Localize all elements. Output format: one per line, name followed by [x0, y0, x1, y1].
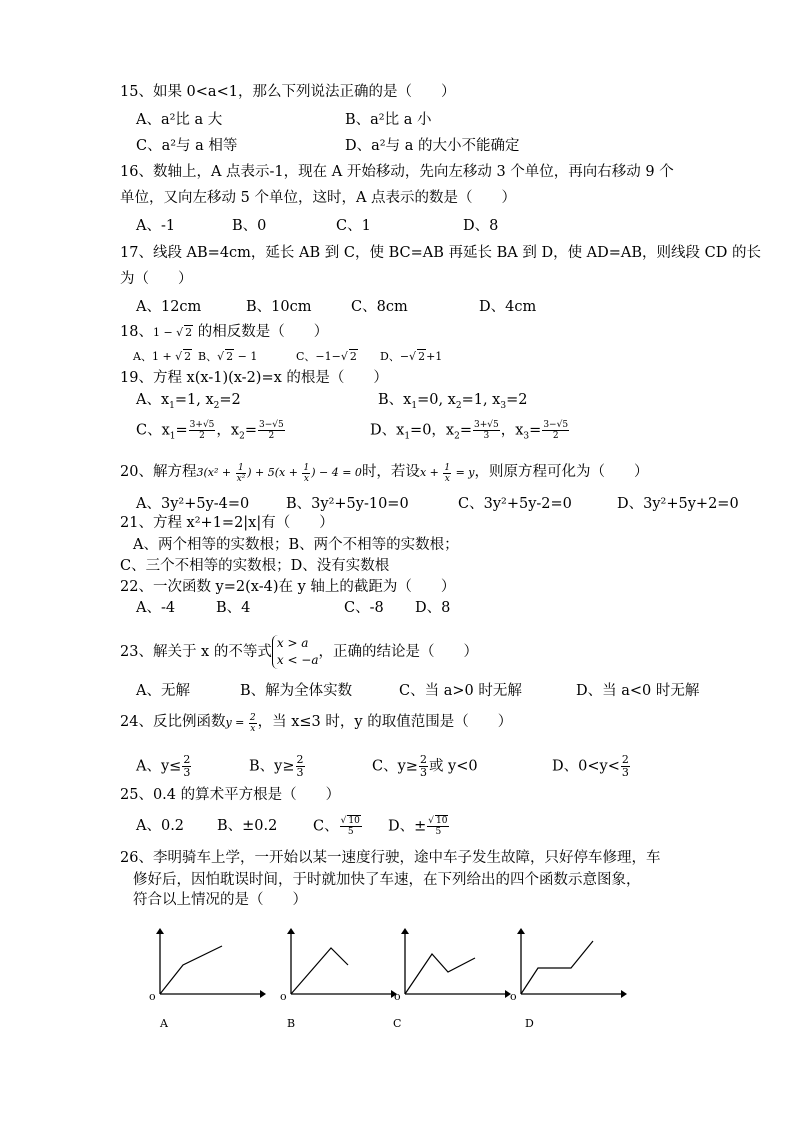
- q23-option-d[interactable]: D、当 a<0 时无解: [576, 683, 700, 699]
- q20-stem: 20、解方程3(x² + $\frac{1}{\text{x²}}$ ) + 5(x + $\frac{1}{x}$ ) − 4 = 0时，若设x + $\frac{1}{x}$ = y，则原方程可化为（ ）: [120, 462, 649, 484]
- q24-stem: 24、反比例函数y = $\frac{2}{x}$ ，当 x≤3 时，y 的取值范围是（ ）: [120, 712, 513, 734]
- q20-option-b[interactable]: B、3y²+5y-10=0: [286, 496, 409, 512]
- inequality-system: x > a x < −a: [272, 635, 319, 669]
- q25-option-c[interactable]: C、 $\frac{√ 10}{5}$: [313, 816, 360, 837]
- q16-option-b[interactable]: B、0: [232, 218, 267, 234]
- q18-stem: 18、1 − √ 2 的相反数是（ ）: [120, 324, 329, 340]
- q17-option-b[interactable]: B、10cm: [246, 299, 312, 315]
- q25-option-b[interactable]: B、±0.2: [217, 818, 278, 834]
- q15-option-d[interactable]: D、a²与 a 的大小不能确定: [345, 138, 520, 154]
- q19-option-c[interactable]: C、$x_1=$ $\frac{3+√5}{2}$ ，$x_2=$ $\frac{3-√5}{2}$: [136, 420, 284, 442]
- graph-a-label[interactable]: A: [160, 1017, 168, 1030]
- q25-option-a[interactable]: A、0.2: [136, 818, 185, 834]
- graph-d[interactable]: [511, 928, 626, 1003]
- graph-c-origin: o: [394, 990, 401, 1003]
- graph-b[interactable]: [281, 928, 396, 1003]
- q22-option-a[interactable]: A、-4: [136, 600, 176, 616]
- graph-a[interactable]: [150, 928, 265, 1003]
- graph-a-origin: o: [149, 990, 156, 1003]
- q24-option-a[interactable]: A、y≤ $\frac{2}{3}$: [136, 753, 191, 779]
- q22-stem: 22、一次函数 y=2(x-4)在 y 轴上的截距为（ ）: [120, 579, 456, 595]
- q18-option-c[interactable]: C、−1−√ 2: [296, 350, 357, 363]
- q26-stem-line2: 修好后，因怕耽误时间，于时就加快了车速，在下列给出的四个函数示意图象，: [133, 872, 641, 888]
- q22-option-c[interactable]: C、-8: [344, 600, 384, 616]
- q22-option-d[interactable]: D、8: [415, 600, 451, 616]
- q21-options-ab[interactable]: A、两个相等的实数根；B、两个不相等的实数根；: [133, 537, 459, 553]
- q22-option-b[interactable]: B、4: [216, 600, 251, 616]
- q18-option-d[interactable]: D、−√ 2+1: [380, 350, 443, 363]
- q17-option-d[interactable]: D、4cm: [479, 299, 537, 315]
- graph-c[interactable]: [395, 928, 510, 1003]
- q20-option-d[interactable]: D、3y²+5y+2=0: [617, 496, 739, 512]
- graph-b-origin: o: [280, 990, 287, 1003]
- q17-option-c[interactable]: C、8cm: [351, 299, 408, 315]
- q19-option-b[interactable]: B、$x_1=0$, $x_2=1$, $x_3=2$: [378, 392, 528, 411]
- q17-option-a[interactable]: A、12cm: [136, 299, 202, 315]
- q18-option-b[interactable]: B、√ 2 − 1: [198, 350, 258, 363]
- q17-stem-line2: 为（ ）: [120, 271, 193, 287]
- q26-stem-line3: 符合以上情况的是（ ）: [133, 892, 307, 908]
- q25-option-d[interactable]: D、± $\frac{√ 10}{5}$: [388, 816, 448, 837]
- q18-option-a[interactable]: A、1 + √ 2: [133, 350, 192, 363]
- q23-option-b[interactable]: B、解为全体实数: [240, 683, 353, 699]
- q26-stem-line1: 26、李明骑车上学，一开始以某一速度行驶，途中车子发生故障，只好停车修理，车: [120, 850, 661, 866]
- q24-option-b[interactable]: B、y≥ $\frac{2}{3}$: [249, 753, 304, 779]
- q23-stem: 23、解关于 x 的不等式 x > a x < −a ，正确的结论是（ ）: [120, 636, 479, 667]
- q20-option-a[interactable]: A、3y²+5y-4=0: [136, 496, 250, 512]
- q17-stem-line1: 17、线段 AB=4cm，延长 AB 到 C，使 BC=AB 再延长 BA 到 D，使 AD=AB，则线段 CD 的长: [120, 245, 761, 261]
- q16-option-a[interactable]: A、-1: [136, 218, 176, 234]
- graph-d-label[interactable]: D: [525, 1017, 534, 1030]
- q23-option-a[interactable]: A、无解: [136, 683, 190, 699]
- q21-stem: 21、方程 x²+1=2|x|有（ ）: [120, 515, 334, 531]
- q19-option-d[interactable]: D、$x_1=0$，$x_2=$ $\frac{3+√5}{3}$ ，$x_3=$ $\frac{3-√5}{2}$: [370, 420, 569, 442]
- q16-stem-line2: 单位，又向左移动 5 个单位，这时，A 点表示的数是（ ）: [120, 190, 517, 206]
- q16-option-c[interactable]: C、1: [336, 218, 371, 234]
- q25-stem: 25、0.4 的算术平方根是（ ）: [120, 787, 341, 803]
- q15-option-c[interactable]: C、a²与 a 相等: [136, 138, 238, 154]
- graph-b-label[interactable]: B: [287, 1017, 296, 1030]
- q23-option-c[interactable]: C、当 a>0 时无解: [399, 683, 522, 699]
- q20-option-c[interactable]: C、3y²+5y-2=0: [458, 496, 572, 512]
- graph-c-label[interactable]: C: [393, 1017, 402, 1030]
- q24-option-d[interactable]: D、0<y< $\frac{2}{3}$: [552, 753, 629, 779]
- q21-options-cd[interactable]: C、三个不相等的实数根；D、没有实数根: [120, 558, 390, 574]
- q16-option-d[interactable]: D、8: [463, 218, 499, 234]
- q15-stem: 15、如果 0<a<1，那么下列说法正确的是（ ）: [120, 84, 456, 100]
- q19-stem: 19、方程 x(x-1)(x-2)=x 的根是（ ）: [120, 370, 388, 386]
- q15-option-b[interactable]: B、a²比 a 小: [345, 112, 432, 128]
- q19-option-a[interactable]: A、$x_1=1$, $x_2=2$: [136, 392, 241, 411]
- q24-option-c[interactable]: C、y≥ $\frac{2}{3}$ 或 y<0: [372, 753, 478, 779]
- q15-option-a[interactable]: A、a²比 a 大: [136, 112, 223, 128]
- q16-stem-line1: 16、数轴上，A 点表示-1，现在 A 开始移动，先向左移动 3 个单位，再向右移动 9 个: [120, 164, 674, 180]
- graph-d-origin: o: [510, 990, 517, 1003]
